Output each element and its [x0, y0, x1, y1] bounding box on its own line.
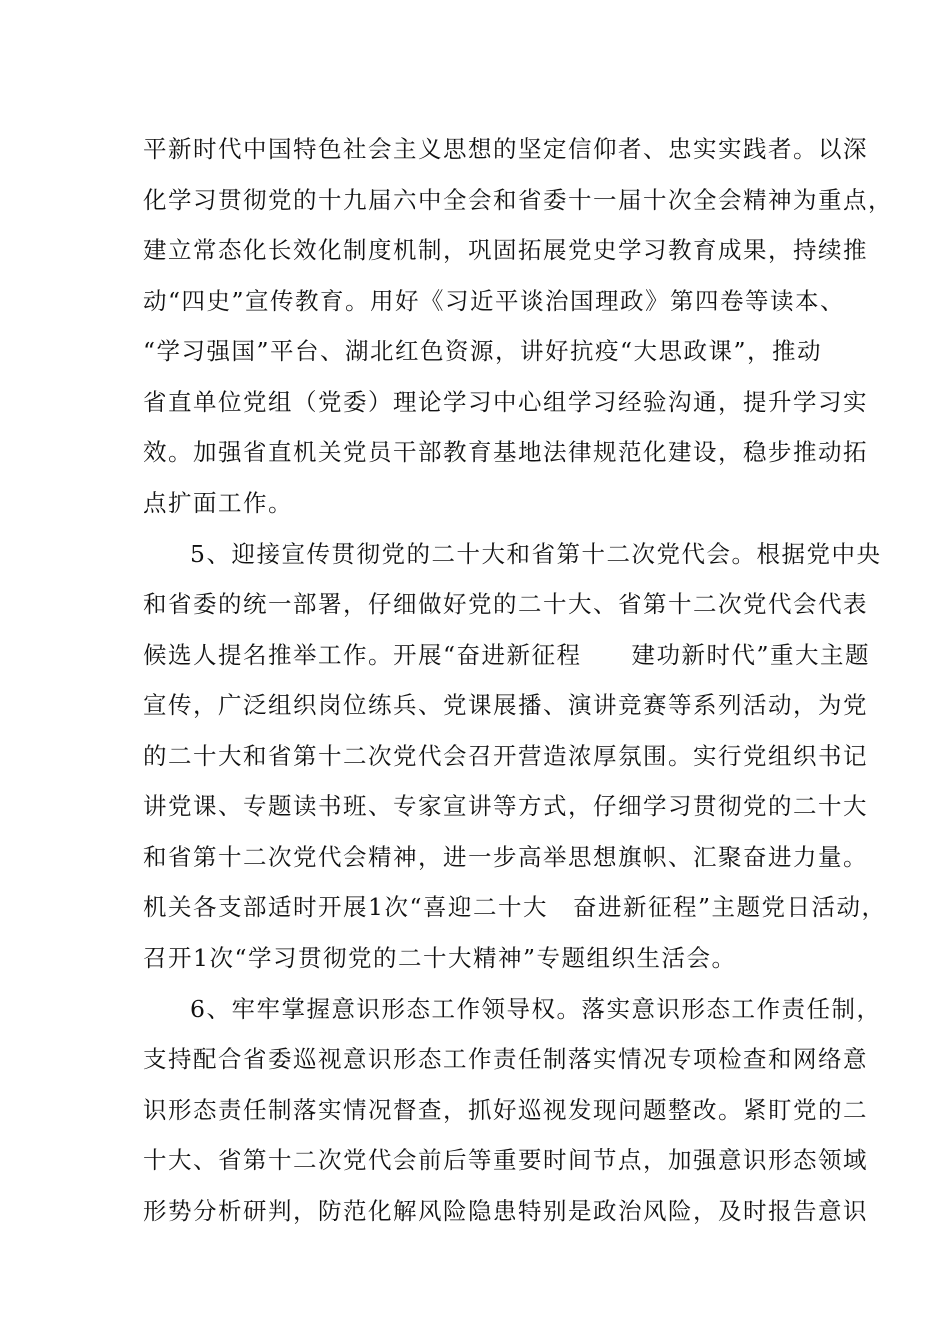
text-line-2: 化学习贯彻党的十九届六中全会和省委十一届十次全会精神为重点， [143, 186, 893, 214]
text-line-20: 识形态责任制落实情况督查，抓好巡视发现问题整改。紧盯党的二 [143, 1096, 868, 1124]
text-line-3: 建立常态化长效化制度机制，巩固拓展党史学习教育成果，持续推 [143, 236, 868, 264]
text-line-14: 讲党课、专题读书班、专家宣讲等方式，仔细学习贯彻党的二十大 [143, 792, 868, 820]
paragraph-5-heading-line: 5、迎接宣传贯彻党的二十大和省第十二次党代会。根据党中央 [190, 540, 882, 568]
text-line-21: 十大、省第十二次党代会前后等重要时间节点，加强意识形态领域 [143, 1146, 868, 1174]
text-line-17: 召开1次“学习贯彻党的二十大精神”专题组织生活会。 [143, 944, 737, 972]
text-line-10: 和省委的统一部署，仔细做好党的二十大、省第十二次党代会代表 [143, 590, 868, 618]
text-line-13: 的二十大和省第十二次党代会召开营造浓厚氛围。实行党组织书记 [143, 742, 868, 770]
text-line-8: 点扩面工作。 [143, 489, 293, 517]
paragraph-6-heading-line: 6、牢牢掌握意识形态工作领导权。落实意识形态工作责任制， [190, 995, 882, 1023]
text-line-1: 平新时代中国特色社会主义思想的坚定信仰者、忠实实践者。以深 [143, 135, 868, 163]
text-line-5: “学习强国”平台、湖北红色资源，讲好抗疫“大思政课”，推动 [143, 337, 823, 365]
text-line-15: 和省第十二次党代会精神，进一步高举思想旗帜、汇聚奋进力量。 [143, 843, 868, 871]
text-line-12: 宣传，广泛组织岗位练兵、党课展播、演讲竞赛等系列活动，为党 [143, 691, 868, 719]
text-line-16: 机关各支部适时开展1次“喜迎二十大 奋进新征程”主题党日活动， [143, 893, 887, 921]
text-line-7: 效。加强省直机关党员干部教育基地法律规范化建设，稳步推动拓 [143, 438, 868, 466]
text-line-6: 省直单位党组（党委）理论学习中心组学习经验沟通，提升学习实 [143, 388, 868, 416]
text-line-4: 动“四史”宣传教育。用好《习近平谈治国理政》第四卷等读本、 [143, 287, 846, 315]
text-line-19: 支持配合省委巡视意识形态工作责任制落实情况专项检查和网络意 [143, 1045, 868, 1073]
text-line-22: 形势分析研判，防范化解风险隐患特别是政治风险，及时报告意识 [143, 1197, 868, 1225]
text-line-11: 候选人提名推举工作。开展“奋进新征程 建功新时代”重大主题 [143, 641, 871, 669]
